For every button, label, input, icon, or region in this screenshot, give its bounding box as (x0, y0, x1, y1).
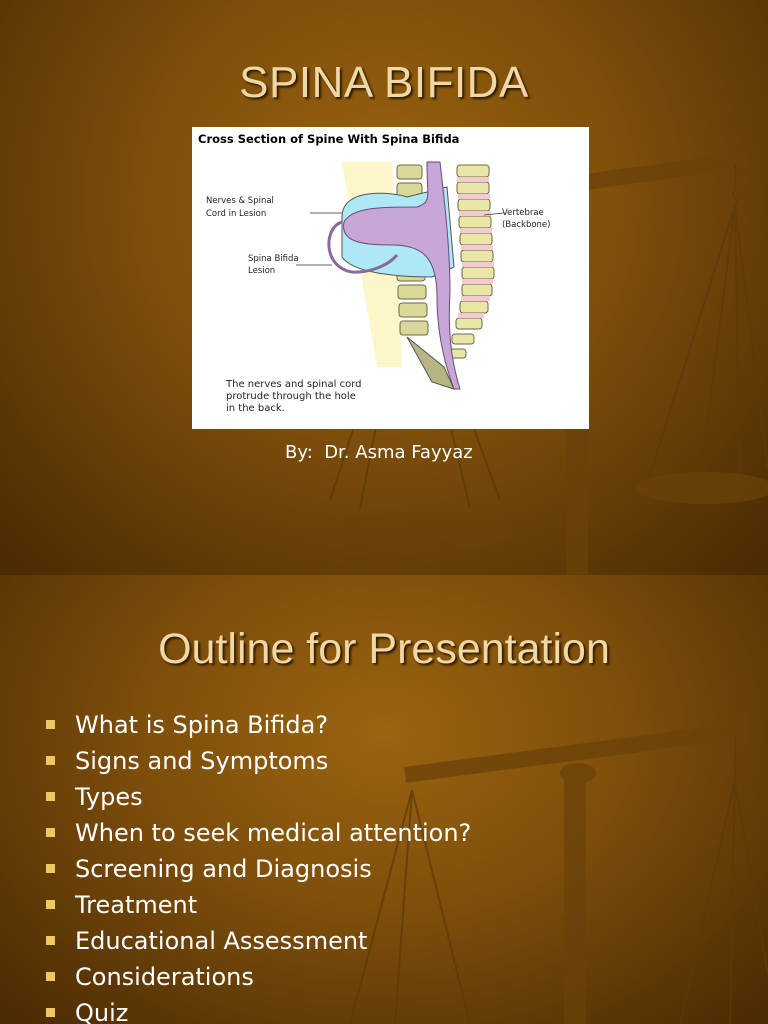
bullet-square-icon (46, 720, 55, 729)
bullet-square-icon (46, 1008, 55, 1017)
slide-title-text: SPINA BIFIDA (239, 58, 529, 107)
label-vertebrae-line1: Vertebrae (502, 208, 544, 218)
caption-line2: protrude through the hole (226, 391, 356, 402)
list-item: Quiz (46, 995, 471, 1024)
list-item: Treatment (46, 887, 471, 923)
bullet-square-icon (46, 936, 55, 945)
bullet-square-icon (46, 756, 55, 765)
list-item: Screening and Diagnosis (46, 851, 471, 887)
bullet-square-icon (46, 972, 55, 981)
list-item: Types (46, 779, 471, 815)
spine-cross-section-diagram (192, 127, 589, 429)
bullet-square-icon (46, 828, 55, 837)
caption-line3: in the back. (226, 403, 285, 414)
author-byline: By: Dr. Asma Fayyaz (285, 442, 473, 463)
bullet-square-icon (46, 900, 55, 909)
label-nerves-line2: Cord in Lesion (206, 209, 267, 219)
bullet-square-icon (46, 864, 55, 873)
diagram-heading: Cross Section of Spine With Spina Bifida (198, 132, 460, 146)
outline-list (46, 707, 471, 1024)
label-nerves-line1: Nerves & Spinal (206, 196, 274, 206)
label-vertebrae-line2: (Backbone) (502, 220, 551, 230)
bullet-square-icon (46, 792, 55, 801)
label-lesion-line2: Lesion (248, 266, 276, 276)
list-item: Educational Assessment (46, 923, 471, 959)
list-item: What is Spina Bifida? (46, 707, 471, 743)
label-lesion-line1: Spina Bifida (248, 254, 299, 264)
outline-title: Outline for Presentation (158, 625, 610, 673)
slide-outline (0, 575, 768, 1024)
list-item: When to seek medical attention? (46, 815, 471, 851)
list-item: Considerations (46, 959, 471, 995)
list-item: Signs and Symptoms (46, 743, 471, 779)
caption-line1: The nerves and spinal cord (226, 379, 362, 390)
